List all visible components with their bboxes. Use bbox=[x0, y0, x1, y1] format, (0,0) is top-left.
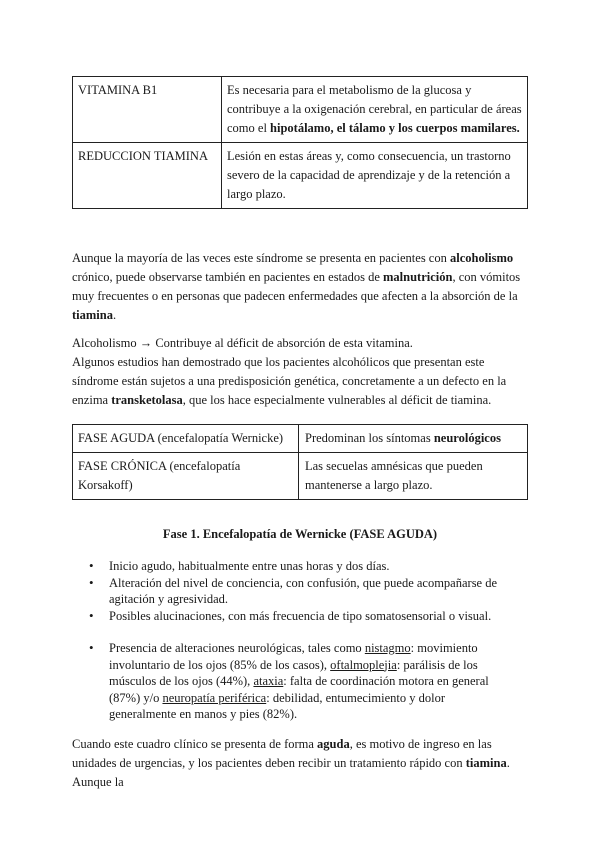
table-cell-label: REDUCCION TIAMINA bbox=[73, 143, 222, 209]
phase-table bbox=[72, 424, 528, 500]
list-item: • Inicio agudo, habitualmente entre unas horas y dos días. bbox=[72, 558, 512, 575]
table-cell-label: VITAMINA B1 bbox=[73, 77, 222, 143]
table-row bbox=[73, 143, 528, 209]
list-item: • Presencia de alteraciones neurológicas, tales como nistagmo: movimiento involuntario de los ojos (85% de los casos), oftalmoplejia: parálisis de los músculos de los ojos (44%), ataxia: falta de coordinación motora en general (87%) y/o neuropatía periférica: debilidad, entumecimiento y dolor generalmente en manos y pies (82%). bbox=[72, 640, 512, 723]
paragraph-alcoholism: Aunque la mayoría de las veces este síndrome se presenta en pacientes con alcoholismo crónico, puede observarse también en pacientes en estados de malnutrición, con vómitos muy frecuentes o en personas que padecen enfermedades que afecten a la absorción de la tiamina. bbox=[72, 251, 521, 322]
table-cell-text: Lesión en estas áreas y, como consecuencia, un trastorno severo de la capacidad de aprendizaje y de la retención a largo plazo. bbox=[222, 143, 528, 209]
table-cell-label: FASE AGUDA (encefalopatía Wernicke) bbox=[73, 425, 299, 453]
table-cell-text: Las secuelas amnésicas que pueden mantenerse a largo plazo. bbox=[299, 453, 528, 500]
list-item: • Posibles alucinaciones, con más frecuencia de tipo somatosensorial o visual. bbox=[72, 608, 512, 625]
table-row bbox=[73, 77, 528, 143]
symptom-list bbox=[72, 558, 512, 624]
table-row bbox=[73, 453, 528, 500]
section-heading: Fase 1. Encefalopatía de Wernicke (FASE AGUDA) bbox=[162, 527, 438, 541]
table-cell-text: Predominan los síntomas neurológicos bbox=[299, 425, 528, 453]
paragraph-genetics: Alcoholismo → Contribuye al déficit de absorción de esta vitamina. Algunos estudios han demostrado que los pacientes alcohólicos que presentan este síndrome están sujetos a una predisposición genética, concretamente a un defecto en la enzima transketolasa, que los hace especialmente vulnerables al déficit de tiamina. bbox=[72, 336, 507, 407]
list-item: • Alteración del nivel de conciencia, con confusión, que puede acompañarse de agitación y agresividad. bbox=[72, 575, 512, 608]
vitamin-table bbox=[72, 76, 528, 209]
paragraph-treatment: Cuando este cuadro clínico se presenta de forma aguda, es motivo de ingreso en las unidades de urgencias, y los pacientes deben recibir un tratamiento rápido con tiamina. Aunque la bbox=[72, 737, 510, 789]
table-row bbox=[73, 425, 528, 453]
table-cell-text: Es necesaria para el metabolismo de la glucosa y contribuye a la oxigenación cerebral, en particular de áreas como el hipotálamo, el tálamo y los cuerpos mamilares. bbox=[222, 77, 528, 143]
table-cell-label: FASE CRÓNICA (encefalopatía Korsakoff) bbox=[73, 453, 299, 500]
neuro-list bbox=[72, 640, 512, 723]
